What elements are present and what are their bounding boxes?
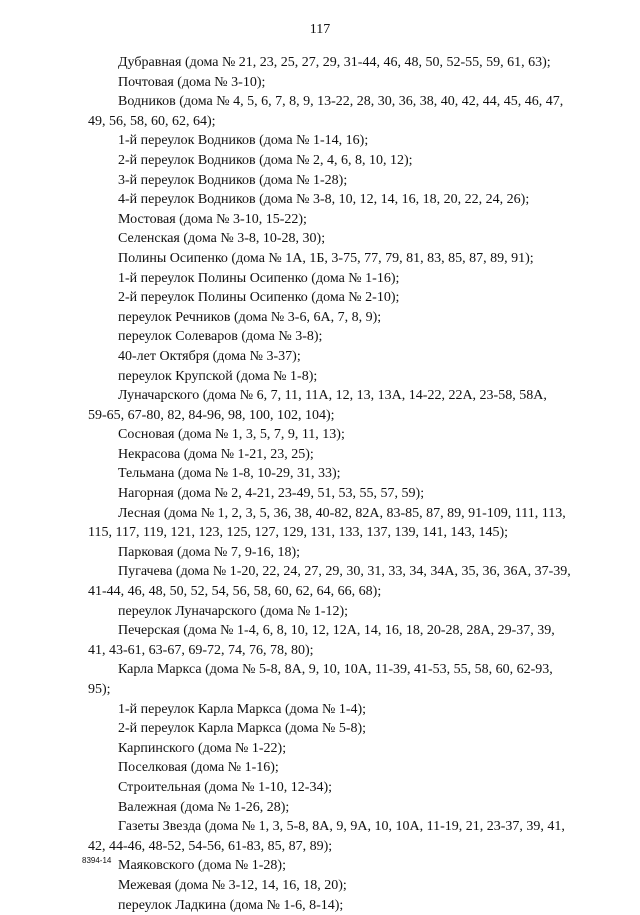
list-item [0,53,640,73]
list-item [0,249,640,269]
entry-line: 1-й переулок Полины Осипенко (дома № 1-16); [118,270,400,286]
list-item [0,190,640,210]
list-item [0,778,640,798]
entry-line: Поселковая (дома № 1-16); [118,760,279,776]
list-item [0,504,640,543]
list-item [0,719,640,739]
entry-line: Газеты Звезда (дома № 1, 3, 5-8, 8А, 9, 9А, 10, 10А, 11-19, 21, 23-37, 39, 41, [118,819,565,835]
list-item [0,543,640,563]
entry-continuation: 49, 56, 58, 60, 62, 64); [88,113,216,129]
list-item [0,621,640,660]
entry-line: 40-лет Октября (дома № 3-37); [118,348,301,364]
list-item [0,425,640,445]
entry-line: Межевая (дома № 3-12, 14, 16, 18, 20); [118,877,347,893]
entry-line: Печерская (дома № 1-4, 6, 8, 10, 12, 12А, 14, 16, 18, 20-28, 28А, 29-37, 39, [118,623,555,639]
list-item [0,758,640,778]
entry-line: Парковая (дома № 7, 9-16, 18); [118,544,301,560]
entry-line: 2-й переулок Карла Маркса (дома № 5-8); [118,721,367,737]
list-item [0,171,640,191]
entry-line: Нагорная (дома № 2, 4-21, 23-49, 51, 53, 55, 57, 59); [118,486,425,502]
entry-line: 2-й переулок Водников (дома № 2, 4, 6, 8, 10, 12); [118,152,413,168]
list-item [0,445,640,465]
list-item [0,798,640,818]
entry-line: Луначарского (дома № 6, 7, 11, 11А, 12, 13, 13А, 14-22, 22А, 23-58, 58А, [118,388,547,404]
entry-line: 3-й переулок Водников (дома № 1-28); [118,172,348,188]
entry-continuation: 115, 117, 119, 121, 123, 125, 127, 129, 131, 133, 137, 139, 141, 143, 145); [88,525,508,541]
entry-line: Карла Маркса (дома № 5-8, 8А, 9, 10, 10А, 11-39, 41-53, 55, 58, 60, 62-93, [118,662,553,678]
entry-line: Строительная (дома № 1-10, 12-34); [118,779,333,795]
entry-line: переулок Крупской (дома № 1-8); [118,368,318,384]
entry-continuation: 59-65, 67-80, 82, 84-96, 98, 100, 102, 104); [88,407,335,423]
list-item [0,896,640,915]
entry-line: Почтовая (дома № 3-10); [118,74,266,90]
entry-line: Валежная (дома № 1-26, 28); [118,799,290,815]
entry-line: 1-й переулок Водников (дома № 1-14, 16); [118,133,369,149]
entry-line: 4-й переулок Водников (дома № 3-8, 10, 12, 14, 16, 18, 20, 22, 24, 26); [118,192,530,208]
entry-line: переулок Луначарского (дома № 1-12); [118,603,349,619]
list-item [0,327,640,347]
list-item [0,367,640,387]
entry-line: Сосновая (дома № 1, 3, 5, 7, 9, 11, 13); [118,427,345,443]
list-item [0,484,640,504]
entry-line: Лесная (дома № 1, 2, 3, 5, 36, 38, 40-82, 82А, 83-85, 87, 89, 91-109, 111, 113, [118,505,566,521]
list-item [0,386,640,425]
entry-line: Маяковского (дома № 1-28); [118,858,286,874]
entry-continuation: 41-44, 46, 48, 50, 52, 54, 56, 58, 60, 62, 64, 66, 68); [88,584,382,600]
list-item [0,602,640,622]
entry-line: переулок Речников (дома № 3-6, 6А, 7, 8, 9); [118,309,382,325]
entry-line: Некрасова (дома № 1-21, 23, 25); [118,446,314,462]
entry-line: Мостовая (дома № 3-10, 15-22); [118,211,307,227]
entry-line: Полины Осипенко (дома № 1А, 1Б, 3-75, 77, 79, 81, 83, 85, 87, 89, 91); [118,250,534,266]
list-item [0,210,640,230]
list-item [0,817,640,856]
list-item [0,562,640,601]
page-number: 117 [309,22,331,37]
list-item [0,660,640,699]
list-item [0,269,640,289]
entry-line: Водников (дома № 4, 5, 6, 7, 8, 9, 13-22, 28, 30, 36, 38, 40, 42, 44, 45, 46, 47, [118,94,564,110]
list-item [0,131,640,151]
list-item [0,229,640,249]
entry-line: Карпинского (дома № 1-22); [118,740,287,756]
entry-line: 1-й переулок Карла Маркса (дома № 1-4); [118,701,367,717]
list-item [0,73,640,93]
entry-line: Тельмана (дома № 1-8, 10-29, 31, 33); [118,466,341,482]
street-list [0,53,640,915]
list-item [0,92,640,131]
list-item [0,288,640,308]
list-item [0,876,640,896]
entry-line: Пугачева (дома № 1-20, 22, 24, 27, 29, 30, 31, 33, 34, 34А, 35, 36, 36А, 37-39, [118,564,571,580]
document-code: 8394-14 [82,856,112,865]
entry-line: переулок Солеваров (дома № 3-8); [118,329,323,345]
list-item [0,700,640,720]
entry-line: Селенская (дома № 3-8, 10-28, 30); [118,231,326,247]
list-item [0,151,640,171]
entry-continuation: 42, 44-46, 48-52, 54-56, 61-83, 85, 87, 89); [88,838,333,854]
entry-line: Дубравная (дома № 21, 23, 25, 27, 29, 31-44, 46, 48, 50, 52-55, 59, 61, 63); [118,55,551,70]
entry-line: переулок Ладкина (дома № 1-6, 8-14); [118,897,344,913]
entry-continuation: 41, 43-61, 63-67, 69-72, 74, 76, 78, 80); [88,642,314,658]
list-item [0,464,640,484]
list-item [0,308,640,328]
list-item [0,347,640,367]
entry-continuation: 95); [88,682,111,697]
list-item [0,739,640,759]
entry-line: 2-й переулок Полины Осипенко (дома № 2-10); [118,290,400,306]
